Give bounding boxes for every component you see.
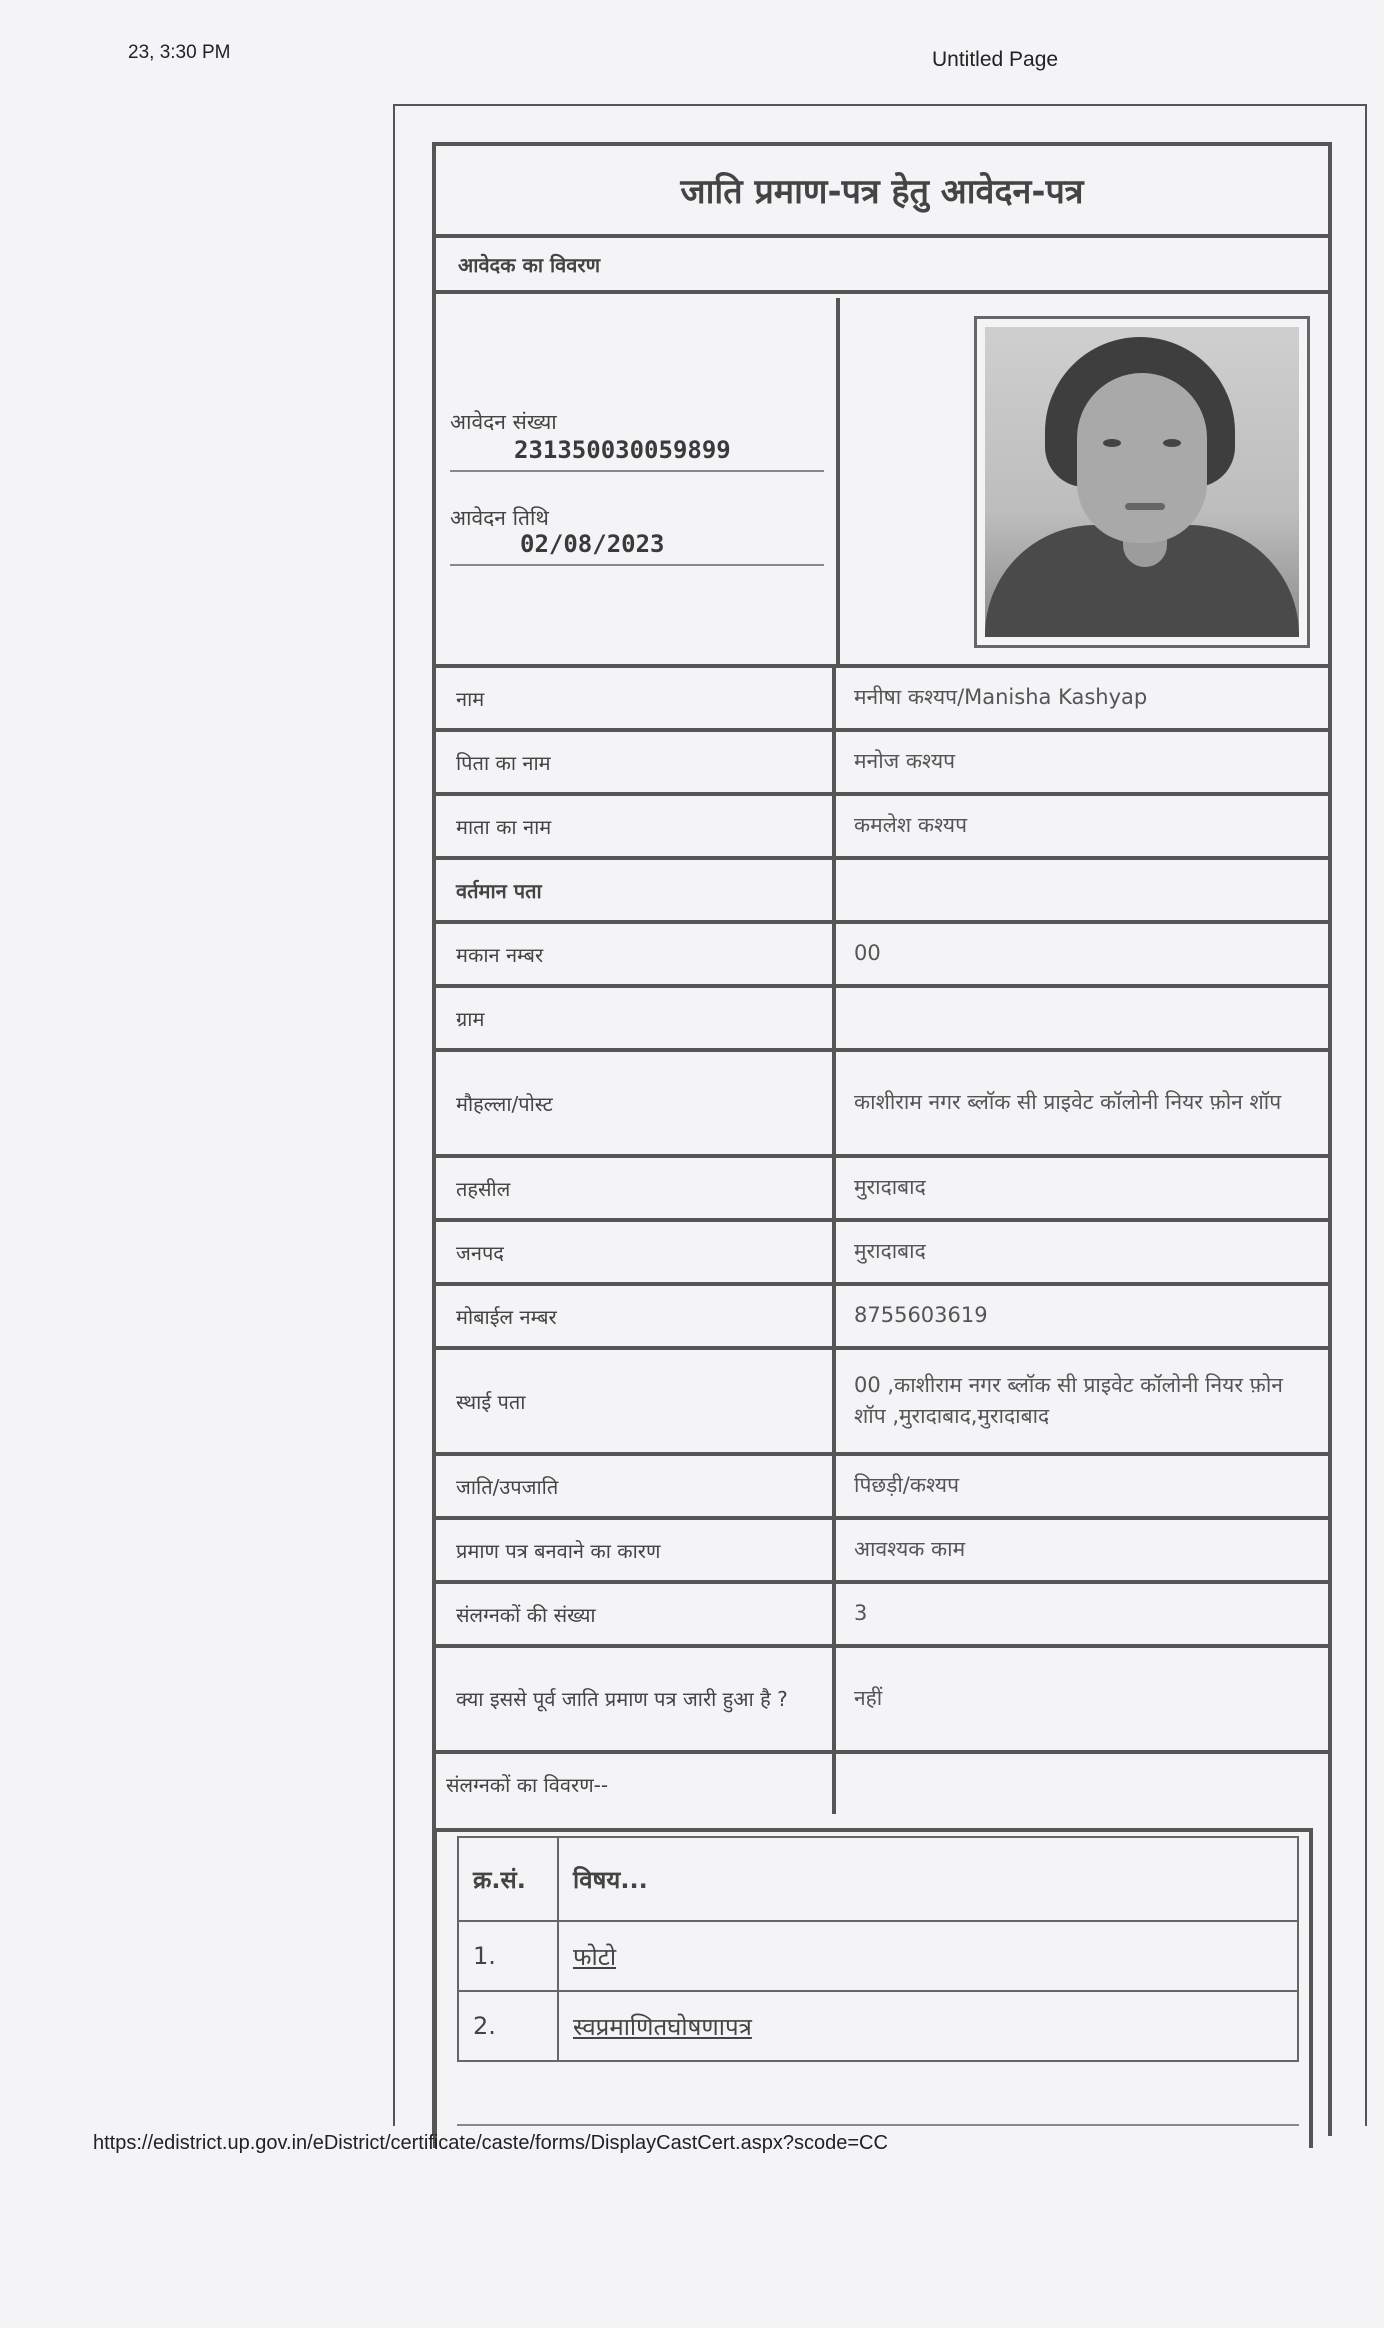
form-title: जाति प्रमाण-पत्र हेतु आवेदन-पत्र [436, 146, 1328, 238]
divider [457, 2124, 1299, 2126]
row-reason [436, 1520, 1328, 1584]
print-time: 23, 3:30 PM [128, 42, 231, 63]
attachment-link-self-declaration[interactable]: स्वप्रमाणितघोषणापत्र [573, 2012, 752, 2041]
row-value: मुरादाबाद [854, 1175, 926, 1200]
row-attachment-count [436, 1584, 1328, 1648]
table-row [458, 1921, 1298, 1991]
row-label: प्रमाण पत्र बनवाने का कारण [436, 1520, 836, 1580]
row-label: मौहल्ला/पोस्ट [436, 1052, 836, 1154]
table-header-row [458, 1837, 1298, 1921]
row-label: स्थाई पता [436, 1350, 836, 1452]
row-caste [436, 1456, 1328, 1520]
col-serial: क्र.सं. [458, 1837, 558, 1921]
row-value: मुरादाबाद [854, 1239, 926, 1264]
subject-cell [558, 1991, 1298, 2061]
applicant-photo [985, 327, 1299, 637]
row-value: आवश्यक काम [854, 1537, 966, 1562]
row-label: नाम [436, 668, 836, 728]
row-value [836, 860, 1328, 920]
application-date-label: आवेदन तिथि [450, 506, 549, 530]
row-value: मनीषा कश्यप/Manisha Kashyap [854, 685, 1148, 710]
row-name [436, 668, 1328, 732]
divider [450, 470, 824, 472]
row-value: 00 ,काशीराम नगर ब्लॉक सी प्राइवेट कॉलोनी नियर फ़ोन शॉप ,मुरादाबाद,मुरादाबाद [854, 1372, 1283, 1428]
details-table [436, 668, 1328, 1814]
applicant-photo-frame [974, 316, 1310, 648]
row-district [436, 1222, 1328, 1286]
serial-cell: 2. [458, 1991, 558, 2061]
application-number-label: आवेदन संख्या [450, 410, 557, 434]
row-value [836, 1754, 1328, 1814]
attachments-table [457, 1836, 1299, 2062]
row-house-number [436, 924, 1328, 988]
row-label: क्या इससे पूर्व जाति प्रमाण पत्र जारी हुआ है ? [436, 1648, 836, 1750]
row-locality-post [436, 1052, 1328, 1158]
row-value: पिछड़ी/कश्यप [854, 1473, 959, 1498]
row-value: कमलेश कश्यप [854, 813, 968, 838]
row-label: मकान नम्बर [436, 924, 836, 984]
row-village [436, 988, 1328, 1052]
row-tehsil [436, 1158, 1328, 1222]
row-father-name [436, 732, 1328, 796]
row-label: संलग्नकों की संख्या [436, 1584, 836, 1644]
row-label: तहसील [436, 1158, 836, 1218]
application-date: 02/08/2023 [520, 530, 665, 558]
row-value: 8755603619 [854, 1303, 988, 1328]
row-previous-certificate [436, 1648, 1328, 1754]
divider [450, 564, 824, 566]
row-label: जाति/उपजाति [436, 1456, 836, 1516]
row-value: 3 [854, 1601, 868, 1626]
attachments-section [436, 1814, 1328, 2144]
application-form [432, 142, 1332, 2136]
serial-cell: 1. [458, 1921, 558, 1991]
application-info [436, 298, 840, 668]
row-label: वर्तमान पता [436, 860, 836, 920]
row-label: माता का नाम [436, 796, 836, 856]
row-value: 00 [854, 941, 881, 966]
row-label: संलग्नकों का विवरण-- [436, 1754, 836, 1814]
row-mobile-number [436, 1286, 1328, 1350]
table-row [458, 1991, 1298, 2061]
photo-cell [840, 298, 1328, 668]
print-footer-url: https://edistrict.up.gov.in/eDistrict/certificate/caste/forms/DisplayCastCert.aspx?scode=CC [93, 2132, 888, 2154]
row-permanent-address [436, 1350, 1328, 1456]
row-label: जनपद [436, 1222, 836, 1282]
print-page-title: Untitled Page [932, 48, 1059, 71]
col-subject: विषय... [558, 1837, 1298, 1921]
row-mother-name [436, 796, 1328, 860]
row-value [836, 988, 1328, 1048]
application-number: 231350030059899 [514, 436, 731, 464]
row-label: पिता का नाम [436, 732, 836, 792]
row-label: मोबाईल नम्बर [436, 1286, 836, 1346]
section-applicant-details: आवेदक का विवरण [436, 238, 1328, 294]
row-value: मनोज कश्यप [854, 749, 956, 774]
row-current-address [436, 860, 1328, 924]
subject-cell [558, 1921, 1298, 1991]
attachment-link-photo[interactable]: फोटो [573, 1942, 617, 1971]
row-value: नहीं [854, 1686, 883, 1711]
row-attachment-details [436, 1754, 1328, 1814]
row-label: ग्राम [436, 988, 836, 1048]
row-value: काशीराम नगर ब्लॉक सी प्राइवेट कॉलोनी नियर फ़ोन शॉप [854, 1090, 1282, 1115]
